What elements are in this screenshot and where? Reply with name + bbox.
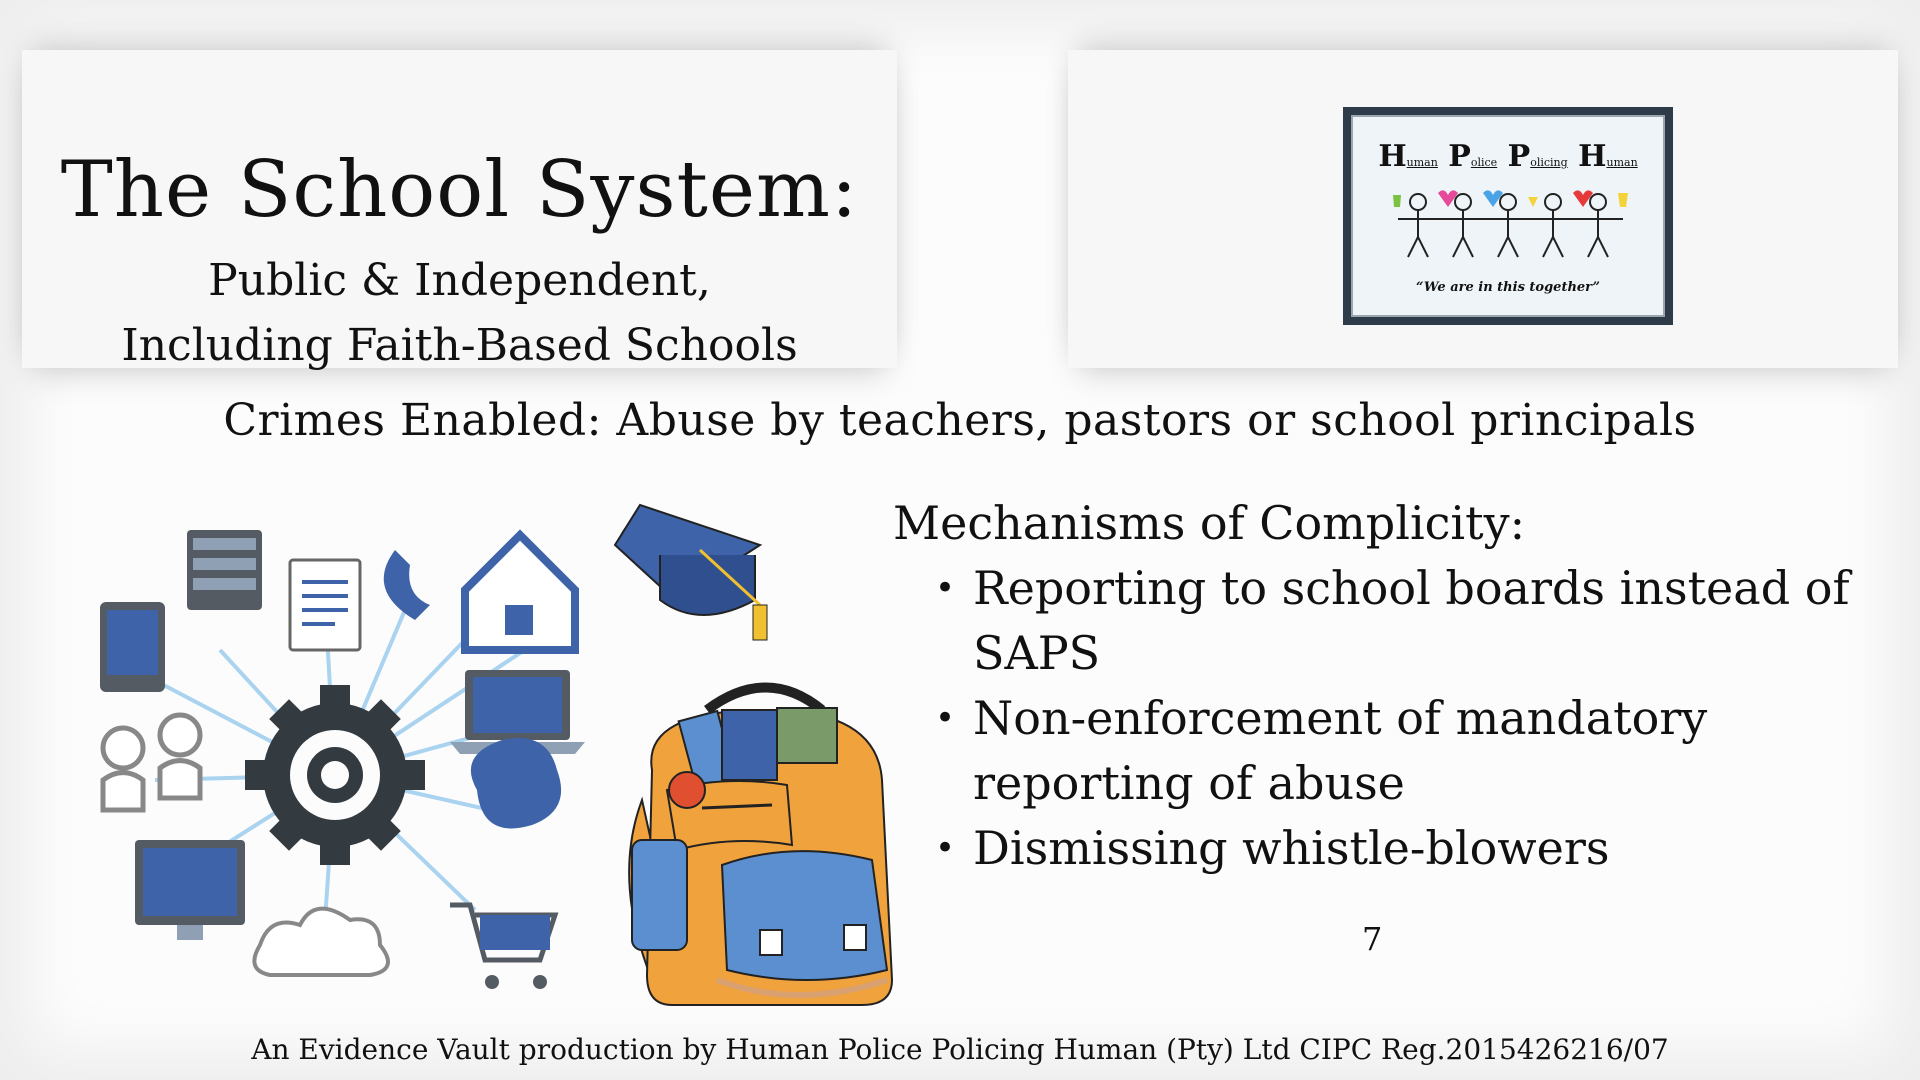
brain-icon — [471, 738, 561, 828]
list-item: • Reporting to school boards instead of SAPS — [973, 556, 1873, 686]
cloud-icon — [254, 909, 388, 975]
mechanisms-list — [935, 556, 1873, 881]
footer-credit: An Evidence Vault production by Human Police Policing Human (Pty) Ltd CIPC Reg.2015426216/07 — [251, 1033, 1669, 1066]
page-subtitle-line-2: Including Faith-Based Schools — [121, 320, 798, 371]
hpph-logo — [1343, 107, 1673, 325]
page-title: The School System: — [60, 145, 859, 235]
page-subtitle-line-1: Public & Independent, — [208, 255, 711, 306]
list-item: • Non-enforcement of mandatory reporting of abuse — [973, 686, 1873, 816]
stick-figures-icon — [1388, 187, 1638, 267]
logo-tagline: “We are in this together” — [1416, 280, 1600, 295]
document-icon — [290, 560, 360, 650]
mechanisms-heading: Mechanisms of Complicity: — [893, 496, 1526, 550]
page-number: 7 — [1362, 920, 1383, 958]
people-icon — [103, 715, 200, 810]
technology-network-illustration — [95, 520, 605, 1000]
graduation-cap-icon — [610, 495, 850, 675]
phone-icon — [384, 550, 430, 620]
crimes-enabled-text: Crimes Enabled: Abuse by teachers, pastors or school principals — [223, 395, 1697, 446]
list-item: • Dismissing whistle-blowers — [973, 816, 1873, 881]
title-panel — [22, 50, 897, 371]
backpack-icon — [612, 680, 897, 1010]
hpph-logo-card — [1351, 115, 1665, 317]
logo-brand-name: Human Police Policing Human — [1378, 139, 1638, 174]
